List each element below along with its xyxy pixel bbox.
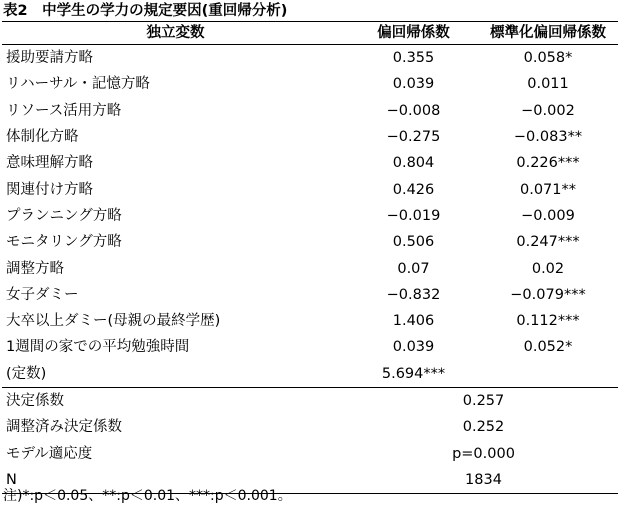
row-label: 調整方略 — [6, 260, 64, 277]
row-b: 0.426 — [392, 181, 435, 198]
row-b: 0.07 — [397, 260, 430, 277]
constant-beta — [478, 361, 618, 388]
table-row — [2, 71, 618, 97]
row-beta: −0.009 — [521, 207, 575, 224]
table-row — [2, 255, 618, 281]
row-beta: −0.083** — [513, 129, 583, 146]
table-row — [2, 282, 618, 308]
constant-row — [2, 361, 618, 388]
stat-row — [2, 414, 618, 440]
stat-value: 0.252 — [462, 419, 505, 436]
table-row — [2, 203, 618, 229]
table-row — [2, 150, 618, 176]
row-b: 0.355 — [392, 50, 435, 67]
table-caption: 表2 中学生の学力の規定要因(重回帰分析) — [3, 3, 288, 19]
row-beta: −0.079*** — [510, 286, 586, 303]
row-beta: 0.058* — [523, 50, 573, 67]
stat-row — [2, 440, 618, 466]
row-label: 意味理解方略 — [6, 155, 93, 172]
stat-row — [2, 387, 618, 414]
constant-label: (定数) — [2, 361, 349, 388]
row-beta: 0.247*** — [516, 234, 580, 251]
row-beta: 0.226*** — [516, 155, 580, 172]
header-row — [2, 22, 618, 45]
row-label: プランニング方略 — [6, 207, 122, 224]
row-b: −0.275 — [386, 129, 441, 146]
row-label: 援助要請方略 — [6, 50, 93, 67]
row-label: 関連付け方略 — [6, 181, 93, 198]
table-row — [2, 308, 618, 334]
header-variable: 独立変数 — [2, 22, 349, 45]
row-beta: 0.011 — [527, 76, 569, 93]
stat-label: N — [2, 467, 349, 494]
row-label: リソース活用方略 — [6, 102, 122, 119]
stat-value: 0.257 — [462, 393, 505, 409]
table-row — [2, 98, 618, 124]
row-label: 女子ダミー — [6, 286, 79, 303]
header-beta: 標準化偏回帰係数 — [478, 22, 618, 45]
row-b: −0.019 — [386, 207, 441, 224]
table-row — [2, 334, 618, 360]
row-b: 0.039 — [392, 339, 435, 356]
stat-label: 調整済み決定係数 — [6, 419, 122, 436]
regression-table — [2, 21, 618, 494]
row-b: −0.008 — [386, 102, 441, 119]
row-beta: 0.071** — [519, 181, 576, 198]
table-row — [2, 176, 618, 202]
row-b: 0.804 — [392, 155, 435, 172]
row-beta: 0.02 — [531, 260, 565, 277]
row-label: 体制化方略 — [6, 129, 79, 146]
row-beta: −0.002 — [521, 102, 575, 119]
table-row — [2, 45, 618, 72]
row-label: モニタリング方略 — [6, 234, 122, 251]
table-row — [2, 229, 618, 255]
stat-value: p=0.000 — [452, 445, 515, 462]
row-label: 1週間の家での平均勉強時間 — [6, 339, 190, 356]
row-b: 1.406 — [392, 313, 435, 330]
stat-value: 1834 — [349, 467, 618, 494]
header-b: 偏回帰係数 — [349, 22, 478, 45]
stat-label: 決定係数 — [6, 393, 64, 409]
row-beta: 0.112*** — [516, 313, 580, 330]
row-b: 0.039 — [392, 76, 435, 93]
row-b: 0.506 — [392, 234, 435, 251]
table-row — [2, 124, 618, 150]
significance-note: 注)*:p＜0.05、**:p＜0.01、***:p＜0.001。 — [3, 488, 292, 504]
row-label: 大卒以上ダミー(母親の最終学歴) — [6, 313, 221, 330]
constant-b: 5.694*** — [349, 361, 478, 388]
row-b: −0.832 — [386, 286, 441, 303]
row-label: リハーサル・記憶方略 — [6, 76, 150, 93]
stat-label: モデル適応度 — [6, 445, 93, 462]
row-beta: 0.052* — [523, 339, 573, 356]
